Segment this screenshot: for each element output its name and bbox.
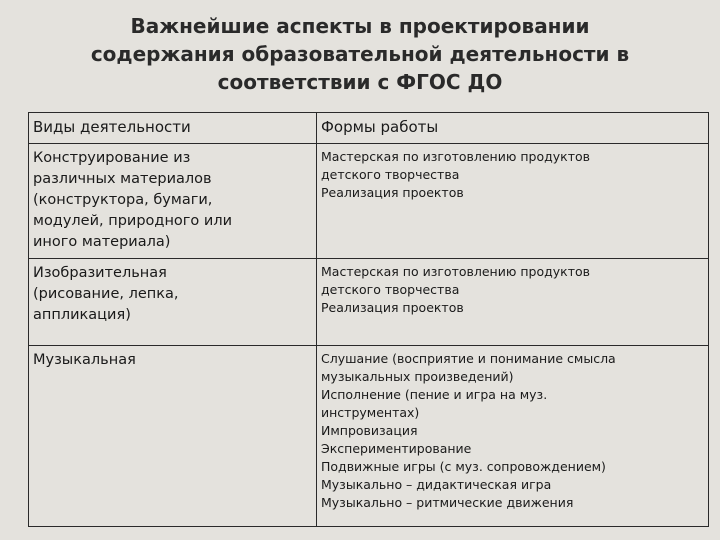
- cell-line: Реализация проектов: [321, 185, 464, 200]
- forms-cell: [317, 259, 709, 346]
- forms-cell: [317, 144, 709, 259]
- table-header-row: [29, 113, 709, 144]
- slide-title: [0, 12, 720, 96]
- cell-line: Конструирование из: [33, 150, 191, 166]
- cell-line: музыкальных произведений): [321, 369, 514, 384]
- cell-line: Экспериментирование: [321, 441, 472, 456]
- activity-cell: [29, 346, 317, 527]
- activity-cell: [29, 144, 317, 259]
- cell-line: Музыкальная: [33, 352, 136, 368]
- title-line: содержания образовательной деятельности в: [90, 42, 630, 66]
- cell-line: модулей, природного или: [33, 213, 233, 229]
- table-row: [29, 144, 709, 259]
- forms-cell: [317, 346, 709, 527]
- cell-line: иного материала): [33, 234, 171, 250]
- cell-line: Мастерская по изготовлению продуктов: [321, 149, 590, 164]
- cell-line: (конструктора, бумаги,: [33, 192, 213, 208]
- cell-line: Слушание (восприятие и понимание смысла: [321, 351, 616, 366]
- cell-line: Исполнение (пение и игра на муз.: [321, 387, 548, 402]
- header-forms: Формы работы: [317, 113, 709, 144]
- cell-line: инструментах): [321, 405, 420, 420]
- cell-line: Реализация проектов: [321, 300, 464, 315]
- cell-line: детского творчества: [321, 167, 460, 182]
- title-line: соответствии с ФГОС ДО: [217, 70, 503, 94]
- cell-line: Подвижные игры (с муз. сопровождением): [321, 459, 606, 474]
- header-activity: Виды деятельности: [29, 113, 317, 144]
- cell-line: Музыкально – ритмические движения: [321, 495, 574, 510]
- title-line: Важнейшие аспекты в проектировании: [130, 14, 590, 38]
- cell-line: Мастерская по изготовлению продуктов: [321, 264, 590, 279]
- activity-cell: [29, 259, 317, 346]
- cell-line: (рисование, лепка,: [33, 286, 179, 302]
- cell-line: детского творчества: [321, 282, 460, 297]
- activities-table: [28, 112, 709, 527]
- table-row: [29, 346, 709, 527]
- cell-line: Музыкально – дидактическая игра: [321, 477, 552, 492]
- cell-line: аппликация): [33, 307, 131, 323]
- cell-line: различных материалов: [33, 171, 212, 187]
- table-row: [29, 259, 709, 346]
- cell-line: Изобразительная: [33, 265, 167, 281]
- cell-line: Импровизация: [321, 423, 418, 438]
